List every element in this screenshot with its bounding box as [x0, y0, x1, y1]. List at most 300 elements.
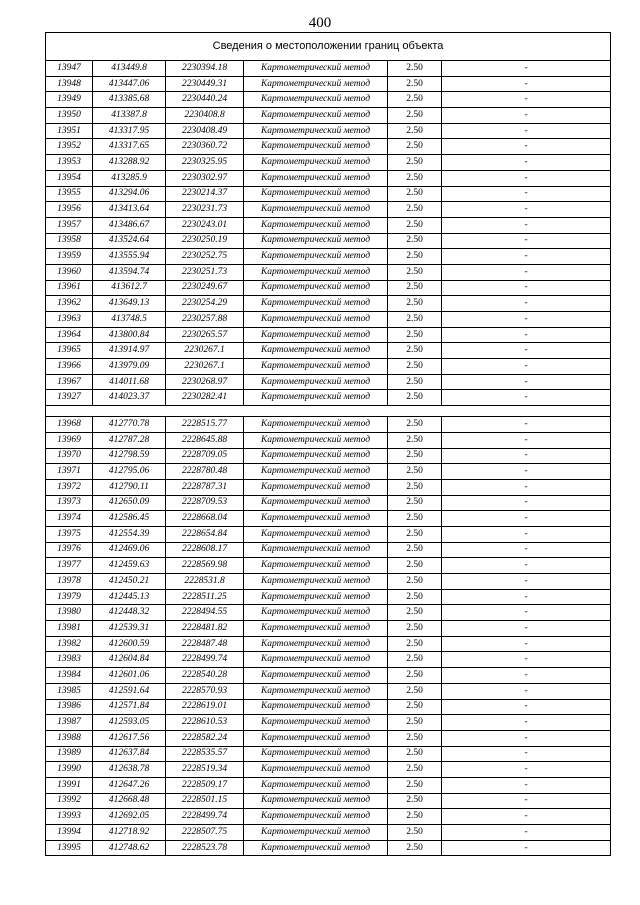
- note-cell: -: [442, 464, 611, 480]
- accuracy-cell: 2.50: [388, 374, 442, 390]
- coord-y-cell: 2230440.24: [166, 92, 244, 108]
- method-cell: Картометрический метод: [244, 249, 388, 265]
- point-number-cell: 13989: [46, 746, 93, 762]
- method-cell: Картометрический метод: [244, 621, 388, 637]
- point-number-cell: 13948: [46, 76, 93, 92]
- table-row: [46, 636, 611, 652]
- coord-x-cell: 412571.84: [93, 699, 166, 715]
- accuracy-cell: 2.50: [388, 715, 442, 731]
- table-row: [46, 699, 611, 715]
- coord-x-cell: 412554.39: [93, 526, 166, 542]
- method-cell: Картометрический метод: [244, 417, 388, 433]
- coord-x-cell: 413979.09: [93, 359, 166, 375]
- accuracy-cell: 2.50: [388, 359, 442, 375]
- method-cell: Картометрический метод: [244, 777, 388, 793]
- table-row: [46, 359, 611, 375]
- coord-y-cell: 2230252.75: [166, 249, 244, 265]
- point-number-cell: 13962: [46, 296, 93, 312]
- note-cell: -: [442, 777, 611, 793]
- point-number-cell: 13967: [46, 374, 93, 390]
- coord-x-cell: 413800.84: [93, 327, 166, 343]
- note-cell: -: [442, 312, 611, 328]
- accuracy-cell: 2.50: [388, 448, 442, 464]
- point-number-cell: 13988: [46, 730, 93, 746]
- accuracy-cell: 2.50: [388, 511, 442, 527]
- note-cell: -: [442, 574, 611, 590]
- note-cell: -: [442, 495, 611, 511]
- note-cell: -: [442, 542, 611, 558]
- note-cell: -: [442, 699, 611, 715]
- coord-x-cell: 413413.64: [93, 202, 166, 218]
- coord-x-cell: 413524.64: [93, 233, 166, 249]
- point-number-cell: 13963: [46, 312, 93, 328]
- method-cell: Картометрический метод: [244, 746, 388, 762]
- coord-x-cell: 412795.06: [93, 464, 166, 480]
- method-cell: Картометрический метод: [244, 61, 388, 77]
- note-cell: -: [442, 108, 611, 124]
- note-cell: -: [442, 186, 611, 202]
- point-number-cell: 13993: [46, 809, 93, 825]
- point-number-cell: 13971: [46, 464, 93, 480]
- point-number-cell: 13975: [46, 526, 93, 542]
- accuracy-cell: 2.50: [388, 139, 442, 155]
- accuracy-cell: 2.50: [388, 652, 442, 668]
- table-row: [46, 374, 611, 390]
- coord-y-cell: 2230449.31: [166, 76, 244, 92]
- coord-y-cell: 2230257.88: [166, 312, 244, 328]
- coord-x-cell: 412668.48: [93, 793, 166, 809]
- accuracy-cell: 2.50: [388, 108, 442, 124]
- method-cell: Картометрический метод: [244, 542, 388, 558]
- method-cell: Картометрический метод: [244, 809, 388, 825]
- coord-y-cell: 2230254.29: [166, 296, 244, 312]
- table-row: [46, 343, 611, 359]
- method-cell: Картометрический метод: [244, 825, 388, 841]
- coord-x-cell: 413555.94: [93, 249, 166, 265]
- coord-y-cell: 2228780.48: [166, 464, 244, 480]
- accuracy-cell: 2.50: [388, 683, 442, 699]
- accuracy-cell: 2.50: [388, 92, 442, 108]
- table-row: [46, 777, 611, 793]
- accuracy-cell: 2.50: [388, 574, 442, 590]
- table-title-row: [46, 33, 611, 61]
- note-cell: -: [442, 793, 611, 809]
- method-cell: Картометрический метод: [244, 202, 388, 218]
- note-cell: -: [442, 202, 611, 218]
- note-cell: -: [442, 668, 611, 684]
- coord-x-cell: 412604.84: [93, 652, 166, 668]
- coord-y-cell: 2230302.97: [166, 170, 244, 186]
- coord-y-cell: 2228569.98: [166, 558, 244, 574]
- coord-x-cell: 413649.13: [93, 296, 166, 312]
- note-cell: -: [442, 327, 611, 343]
- method-cell: Картометрический метод: [244, 123, 388, 139]
- method-cell: Картометрический метод: [244, 233, 388, 249]
- note-cell: -: [442, 589, 611, 605]
- point-number-cell: 13973: [46, 495, 93, 511]
- table-row: [46, 746, 611, 762]
- accuracy-cell: 2.50: [388, 249, 442, 265]
- method-cell: Картометрический метод: [244, 589, 388, 605]
- coord-y-cell: 2228709.53: [166, 495, 244, 511]
- coord-y-cell: 2228531.8: [166, 574, 244, 590]
- coord-y-cell: 2230250.19: [166, 233, 244, 249]
- method-cell: Картометрический метод: [244, 448, 388, 464]
- point-number-cell: 13991: [46, 777, 93, 793]
- coord-x-cell: 412469.06: [93, 542, 166, 558]
- point-number-cell: 13980: [46, 605, 93, 621]
- method-cell: Картометрический метод: [244, 558, 388, 574]
- point-number-cell: 13955: [46, 186, 93, 202]
- accuracy-cell: 2.50: [388, 542, 442, 558]
- point-number-cell: 13952: [46, 139, 93, 155]
- note-cell: -: [442, 296, 611, 312]
- coord-x-cell: 412718.92: [93, 825, 166, 841]
- point-number-cell: 13985: [46, 683, 93, 699]
- coord-x-cell: 413612.7: [93, 280, 166, 296]
- note-cell: -: [442, 636, 611, 652]
- accuracy-cell: 2.50: [388, 464, 442, 480]
- accuracy-cell: 2.50: [388, 809, 442, 825]
- accuracy-cell: 2.50: [388, 264, 442, 280]
- coord-y-cell: 2230394.18: [166, 61, 244, 77]
- note-cell: -: [442, 605, 611, 621]
- table-row: [46, 621, 611, 637]
- coord-x-cell: 413449.8: [93, 61, 166, 77]
- coord-y-cell: 2228610.53: [166, 715, 244, 731]
- point-number-cell: 13972: [46, 479, 93, 495]
- table-row: [46, 715, 611, 731]
- note-cell: -: [442, 432, 611, 448]
- accuracy-cell: 2.50: [388, 495, 442, 511]
- point-number-cell: 13956: [46, 202, 93, 218]
- method-cell: Картометрический метод: [244, 264, 388, 280]
- coord-x-cell: 414011.68: [93, 374, 166, 390]
- note-cell: -: [442, 762, 611, 778]
- method-cell: Картометрический метод: [244, 699, 388, 715]
- coord-y-cell: 2228668.04: [166, 511, 244, 527]
- coord-y-cell: 2230408.49: [166, 123, 244, 139]
- method-cell: Картометрический метод: [244, 312, 388, 328]
- note-cell: -: [442, 511, 611, 527]
- method-cell: Картометрический метод: [244, 683, 388, 699]
- method-cell: Картометрический метод: [244, 464, 388, 480]
- note-cell: -: [442, 61, 611, 77]
- note-cell: -: [442, 448, 611, 464]
- note-cell: -: [442, 746, 611, 762]
- coord-y-cell: 2230267.1: [166, 343, 244, 359]
- note-cell: -: [442, 343, 611, 359]
- note-cell: -: [442, 621, 611, 637]
- table-row: [46, 683, 611, 699]
- accuracy-cell: 2.50: [388, 390, 442, 406]
- table-row: [46, 526, 611, 542]
- point-number-cell: 13981: [46, 621, 93, 637]
- accuracy-cell: 2.50: [388, 280, 442, 296]
- coord-y-cell: 2230265.57: [166, 327, 244, 343]
- note-cell: -: [442, 558, 611, 574]
- method-cell: Картометрический метод: [244, 170, 388, 186]
- note-cell: -: [442, 683, 611, 699]
- coord-x-cell: 413447.06: [93, 76, 166, 92]
- coord-y-cell: 2228787.31: [166, 479, 244, 495]
- accuracy-cell: 2.50: [388, 123, 442, 139]
- method-cell: Картометрический метод: [244, 296, 388, 312]
- method-cell: Картометрический метод: [244, 652, 388, 668]
- note-cell: -: [442, 652, 611, 668]
- point-number-cell: 13982: [46, 636, 93, 652]
- point-number-cell: 13957: [46, 217, 93, 233]
- point-number-cell: 13977: [46, 558, 93, 574]
- accuracy-cell: 2.50: [388, 76, 442, 92]
- point-number-cell: 13958: [46, 233, 93, 249]
- coord-x-cell: 412591.64: [93, 683, 166, 699]
- method-cell: Картометрический метод: [244, 636, 388, 652]
- point-number-cell: 13950: [46, 108, 93, 124]
- coord-y-cell: 2230249.67: [166, 280, 244, 296]
- table-row: [46, 123, 611, 139]
- accuracy-cell: 2.50: [388, 432, 442, 448]
- point-number-cell: 13994: [46, 825, 93, 841]
- point-number-cell: 13978: [46, 574, 93, 590]
- method-cell: Картометрический метод: [244, 526, 388, 542]
- table-row: [46, 139, 611, 155]
- accuracy-cell: 2.50: [388, 296, 442, 312]
- accuracy-cell: 2.50: [388, 825, 442, 841]
- coord-x-cell: 413285.9: [93, 170, 166, 186]
- note-cell: -: [442, 123, 611, 139]
- method-cell: Картометрический метод: [244, 511, 388, 527]
- coord-y-cell: 2228570.93: [166, 683, 244, 699]
- table-row: [46, 605, 611, 621]
- page-number: 400: [308, 15, 332, 31]
- point-number-cell: 13954: [46, 170, 93, 186]
- table-title: Сведения о местоположении границ объекта: [46, 33, 611, 61]
- coord-x-cell: 412650.09: [93, 495, 166, 511]
- table-row: [46, 202, 611, 218]
- point-number-cell: 13961: [46, 280, 93, 296]
- accuracy-cell: 2.50: [388, 668, 442, 684]
- table-row: [46, 170, 611, 186]
- note-cell: -: [442, 249, 611, 265]
- coord-x-cell: 413387.8: [93, 108, 166, 124]
- note-cell: -: [442, 390, 611, 406]
- table-row: [46, 825, 611, 841]
- accuracy-cell: 2.50: [388, 762, 442, 778]
- accuracy-cell: 2.50: [388, 621, 442, 637]
- note-cell: -: [442, 155, 611, 171]
- accuracy-cell: 2.50: [388, 589, 442, 605]
- point-number-cell: 13966: [46, 359, 93, 375]
- coord-y-cell: 2230360.72: [166, 139, 244, 155]
- coord-y-cell: 2228509.17: [166, 777, 244, 793]
- table-row: [46, 417, 611, 433]
- method-cell: Картометрический метод: [244, 108, 388, 124]
- point-number-cell: 13976: [46, 542, 93, 558]
- accuracy-cell: 2.50: [388, 202, 442, 218]
- method-cell: Картометрический метод: [244, 495, 388, 511]
- table-row: [46, 793, 611, 809]
- coord-x-cell: 413317.95: [93, 123, 166, 139]
- table-row: [46, 280, 611, 296]
- coord-y-cell: 2228494.55: [166, 605, 244, 621]
- table-row: [46, 249, 611, 265]
- table-row: [46, 668, 611, 684]
- method-cell: Картометрический метод: [244, 327, 388, 343]
- method-cell: Картометрический метод: [244, 139, 388, 155]
- accuracy-cell: 2.50: [388, 840, 442, 856]
- group-separator: [46, 406, 611, 417]
- method-cell: Картометрический метод: [244, 280, 388, 296]
- coord-y-cell: 2228487.48: [166, 636, 244, 652]
- table-row: [46, 264, 611, 280]
- point-number-cell: 13990: [46, 762, 93, 778]
- coord-y-cell: 2228654.84: [166, 526, 244, 542]
- table-row: [46, 542, 611, 558]
- accuracy-cell: 2.50: [388, 170, 442, 186]
- table-row: [46, 108, 611, 124]
- point-number-cell: 13951: [46, 123, 93, 139]
- coord-y-cell: 2230231.73: [166, 202, 244, 218]
- method-cell: Картометрический метод: [244, 359, 388, 375]
- table-row: [46, 432, 611, 448]
- coord-y-cell: 2228507.75: [166, 825, 244, 841]
- point-number-cell: 13927: [46, 390, 93, 406]
- point-number-cell: 13949: [46, 92, 93, 108]
- table-row: [46, 511, 611, 527]
- table-row: [46, 92, 611, 108]
- point-number-cell: 13964: [46, 327, 93, 343]
- note-cell: -: [442, 280, 611, 296]
- point-number-cell: 13947: [46, 61, 93, 77]
- coord-x-cell: 412790.11: [93, 479, 166, 495]
- coord-x-cell: 412787.28: [93, 432, 166, 448]
- accuracy-cell: 2.50: [388, 526, 442, 542]
- table-row: [46, 464, 611, 480]
- accuracy-cell: 2.50: [388, 479, 442, 495]
- coord-y-cell: 2228481.82: [166, 621, 244, 637]
- group-separator-row: [46, 406, 611, 417]
- table-row: [46, 217, 611, 233]
- method-cell: Картометрический метод: [244, 155, 388, 171]
- coord-x-cell: 413486.67: [93, 217, 166, 233]
- coord-y-cell: 2228519.34: [166, 762, 244, 778]
- coord-x-cell: 412692.05: [93, 809, 166, 825]
- note-cell: -: [442, 417, 611, 433]
- accuracy-cell: 2.50: [388, 312, 442, 328]
- note-cell: -: [442, 526, 611, 542]
- coord-x-cell: 412748.62: [93, 840, 166, 856]
- table-row: [46, 495, 611, 511]
- coord-x-cell: 413385.68: [93, 92, 166, 108]
- note-cell: -: [442, 840, 611, 856]
- table-row: [46, 448, 611, 464]
- method-cell: Картометрический метод: [244, 605, 388, 621]
- table-row: [46, 390, 611, 406]
- accuracy-cell: 2.50: [388, 746, 442, 762]
- coord-y-cell: 2228515.77: [166, 417, 244, 433]
- table-row: [46, 233, 611, 249]
- note-cell: -: [442, 825, 611, 841]
- coord-y-cell: 2228709.05: [166, 448, 244, 464]
- accuracy-cell: 2.50: [388, 327, 442, 343]
- coord-y-cell: 2228535.57: [166, 746, 244, 762]
- table-row: [46, 589, 611, 605]
- accuracy-cell: 2.50: [388, 155, 442, 171]
- method-cell: Картометрический метод: [244, 479, 388, 495]
- coord-x-cell: 412586.45: [93, 511, 166, 527]
- coord-y-cell: 2228501.15: [166, 793, 244, 809]
- table-row: [46, 61, 611, 77]
- coord-x-cell: 412770.78: [93, 417, 166, 433]
- point-number-cell: 13953: [46, 155, 93, 171]
- coord-y-cell: 2230251.73: [166, 264, 244, 280]
- coord-x-cell: 412450.21: [93, 574, 166, 590]
- table-row: [46, 155, 611, 171]
- note-cell: -: [442, 374, 611, 390]
- table-row: [46, 186, 611, 202]
- table-row: [46, 312, 611, 328]
- method-cell: Картометрический метод: [244, 390, 388, 406]
- table-row: [46, 296, 611, 312]
- point-number-cell: 13960: [46, 264, 93, 280]
- method-cell: Картометрический метод: [244, 374, 388, 390]
- note-cell: -: [442, 217, 611, 233]
- note-cell: -: [442, 359, 611, 375]
- coord-y-cell: 2228540.28: [166, 668, 244, 684]
- coord-x-cell: 412798.59: [93, 448, 166, 464]
- coord-y-cell: 2228582.24: [166, 730, 244, 746]
- note-cell: -: [442, 730, 611, 746]
- coord-x-cell: 412617.56: [93, 730, 166, 746]
- coord-x-cell: 412448.32: [93, 605, 166, 621]
- note-cell: -: [442, 233, 611, 249]
- accuracy-cell: 2.50: [388, 233, 442, 249]
- coord-y-cell: 2230214.37: [166, 186, 244, 202]
- coord-y-cell: 2228499.74: [166, 809, 244, 825]
- accuracy-cell: 2.50: [388, 343, 442, 359]
- note-cell: -: [442, 809, 611, 825]
- point-number-cell: 13970: [46, 448, 93, 464]
- point-number-cell: 13974: [46, 511, 93, 527]
- method-cell: Картометрический метод: [244, 76, 388, 92]
- coord-x-cell: 413294.06: [93, 186, 166, 202]
- coord-x-cell: 413914.97: [93, 343, 166, 359]
- coord-y-cell: 2228511.25: [166, 589, 244, 605]
- table-row: [46, 762, 611, 778]
- coord-x-cell: 413748.5: [93, 312, 166, 328]
- table-row: [46, 840, 611, 856]
- coord-y-cell: 2228523.78: [166, 840, 244, 856]
- note-cell: -: [442, 170, 611, 186]
- accuracy-cell: 2.50: [388, 636, 442, 652]
- coord-x-cell: 412459.63: [93, 558, 166, 574]
- coord-x-cell: 412445.13: [93, 589, 166, 605]
- point-number-cell: 13986: [46, 699, 93, 715]
- accuracy-cell: 2.50: [388, 417, 442, 433]
- coord-y-cell: 2228645.88: [166, 432, 244, 448]
- table-row: [46, 730, 611, 746]
- boundary-table: [45, 32, 611, 856]
- point-number-cell: 13969: [46, 432, 93, 448]
- point-number-cell: 13995: [46, 840, 93, 856]
- coord-y-cell: 2228499.74: [166, 652, 244, 668]
- point-number-cell: 13965: [46, 343, 93, 359]
- accuracy-cell: 2.50: [388, 605, 442, 621]
- accuracy-cell: 2.50: [388, 217, 442, 233]
- coord-x-cell: 414023.37: [93, 390, 166, 406]
- coord-x-cell: 413317.65: [93, 139, 166, 155]
